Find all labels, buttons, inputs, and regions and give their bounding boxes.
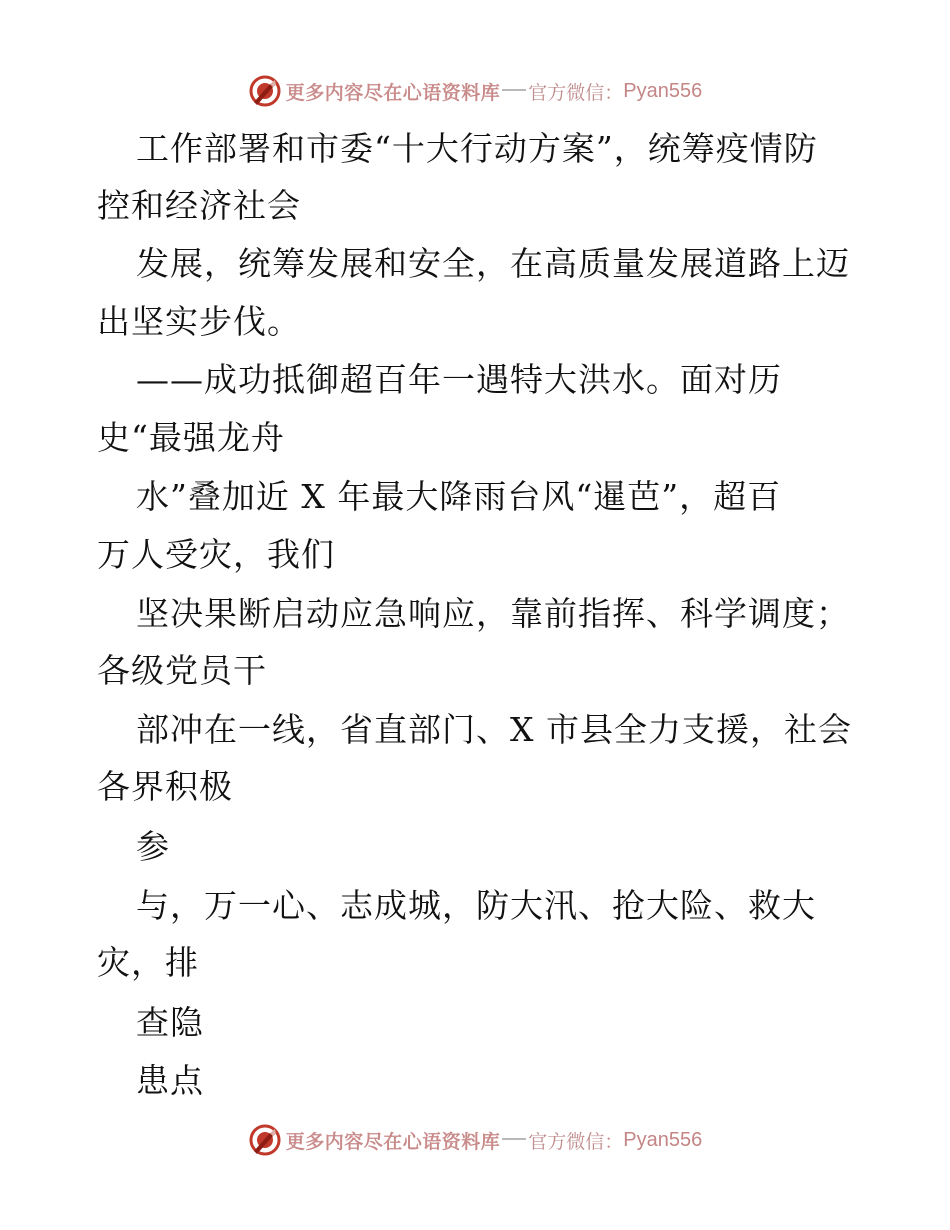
watermark-sub: 官方微信： [528,81,624,104]
body-line: 部冲在一线，省直部门、X 市县全力支援，社会 [136,710,852,749]
body-line: 灾，排 [97,943,199,982]
watermark-id: Pyan556 [623,79,703,102]
body-line: 各级党员干 [97,651,267,690]
body-line: 参 [136,827,170,866]
footer-watermark [0,1120,950,1160]
body-line: 查隐 [136,1003,204,1042]
body-line: 坚决果断启动应急响应，靠前指挥、科学调度； [136,594,850,633]
body-line: 与，万一心、志成城，防大汛、抢大险、救大 [136,886,816,925]
watermark-sub: 官方微信： [528,1130,624,1153]
watermark-dash [502,1138,526,1140]
body-line: 万人受灾，我们 [97,535,335,574]
watermark-text: 更多内容尽在心语资料库 [285,1130,501,1153]
body-line: 控和经济社会 [97,186,301,225]
red-circle-pen-logo-icon [248,1123,282,1157]
body-line: 各界积极 [97,767,233,806]
watermark-text: 更多内容尽在心语资料库 [285,81,501,104]
body-line: 患点 [136,1061,204,1100]
watermark-id: Pyan556 [623,1128,703,1151]
body-line: 出坚实步伐。 [97,302,301,341]
body-line: ——成功抵御超百年一遇特大洪水。面对历 [136,360,782,399]
body-line: 发展，统筹发展和安全，在高质量发展道路上迈 [136,244,850,283]
body-line: 工作部署和市委“十大行动方案”，统筹疫情防 [136,129,818,168]
body-line: 史“最强龙舟 [97,418,285,457]
body-line: 水”叠加近 X 年最大降雨台风“暹芭”，超百 [136,477,782,516]
